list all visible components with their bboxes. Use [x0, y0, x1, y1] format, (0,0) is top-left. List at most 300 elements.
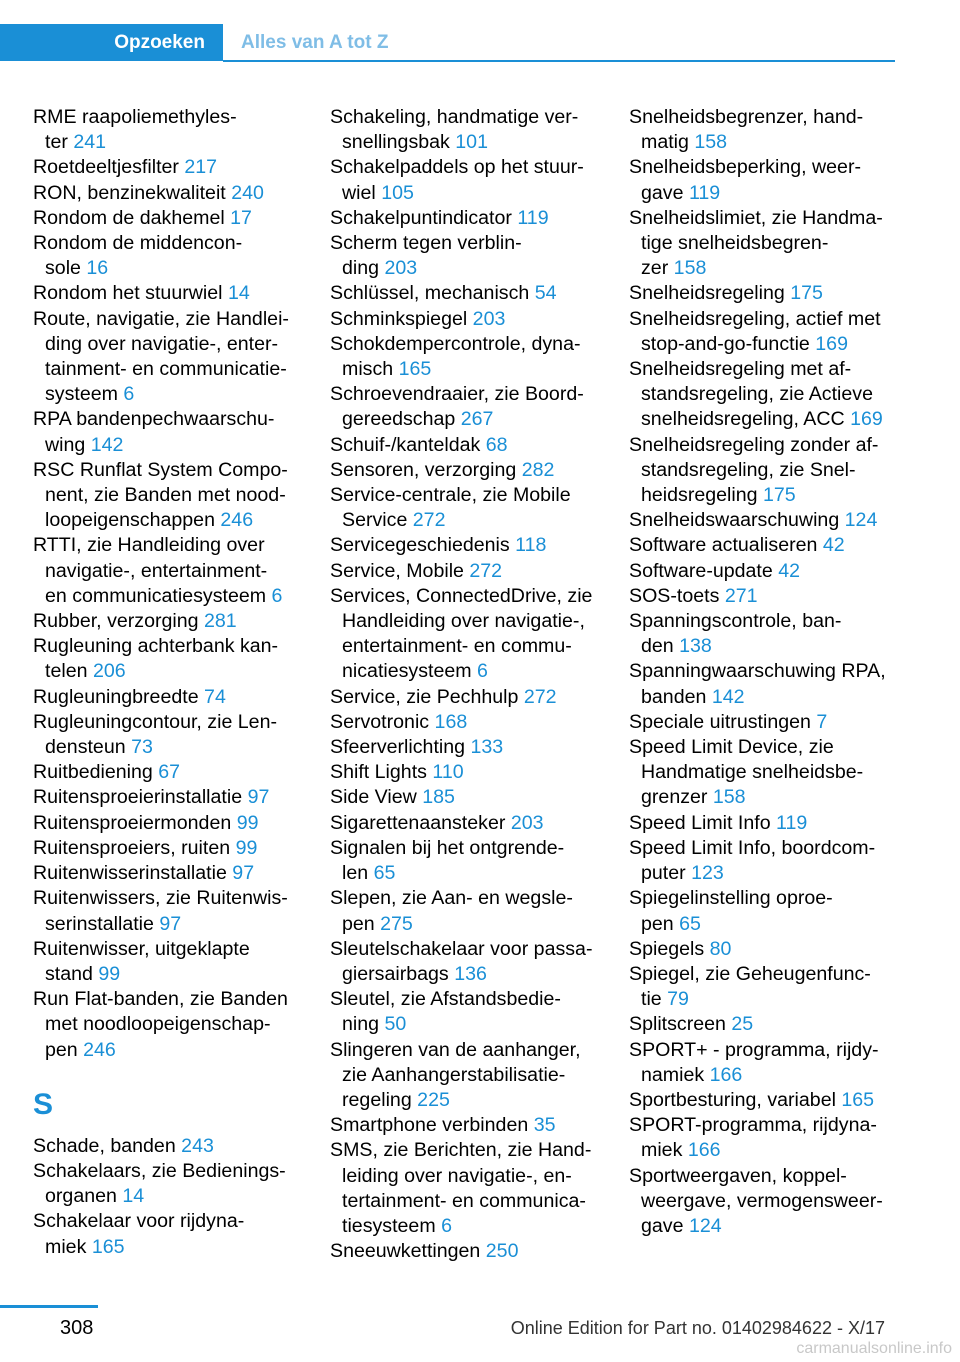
- index-term: Schroevendraaier, zie Boord-: [330, 383, 584, 406]
- index-term: Service, Mobile: [330, 559, 470, 582]
- index-term: systeem: [45, 383, 124, 406]
- index-term: Route, navigatie, zie Handlei-: [33, 307, 289, 330]
- index-term: Sfeerverlichting: [330, 736, 471, 759]
- index-entry: [330, 1113, 605, 1138]
- page-reference-link[interactable]: 272: [469, 559, 503, 582]
- index-term: ding over navigatie-, enter-: [45, 332, 279, 355]
- index-entry: [33, 105, 308, 155]
- page-reference-link[interactable]: 124: [688, 1214, 722, 1237]
- index-term: tainment- en communicatie-: [45, 358, 287, 381]
- header-tabs: [0, 24, 895, 62]
- index-term: nicatiesysteem: [342, 660, 478, 683]
- page-reference-link[interactable]: 65: [679, 912, 701, 935]
- index-term: Snelheidslimiet, zie Handma-: [629, 206, 883, 229]
- index-entry: [629, 307, 899, 357]
- index-term: pen: [342, 912, 381, 935]
- index-term: giersairbags: [342, 962, 455, 985]
- index-term: RTTI, zie Handleiding over: [33, 534, 265, 557]
- index-term: Schade, banden: [33, 1134, 182, 1157]
- index-term: miek: [45, 1235, 92, 1258]
- page-reference-link[interactable]: 136: [454, 962, 487, 985]
- page-reference-link[interactable]: 165: [91, 1235, 125, 1258]
- index-term: tie: [641, 988, 668, 1011]
- index-entry: [330, 155, 605, 205]
- page-reference-link[interactable]: 225: [417, 1088, 450, 1111]
- index-entry: [33, 886, 308, 936]
- page-reference-link[interactable]: 118: [515, 534, 547, 557]
- index-term: tige snelheidsbegren-: [641, 232, 829, 255]
- index-entry: [33, 811, 308, 836]
- index-term: RON, benzinekwaliteit: [33, 181, 232, 204]
- index-term: Schakelpuntindicator: [330, 206, 518, 229]
- page-reference-link[interactable]: 281: [204, 610, 237, 633]
- index-term: navigatie-, entertainment-: [45, 559, 268, 582]
- index-entry: [629, 836, 899, 886]
- page-number: 308: [60, 1317, 94, 1339]
- page-reference-link[interactable]: 97: [232, 862, 255, 885]
- index-entry: [33, 155, 308, 180]
- index-term: Schakelaars, zie Bedienings-: [33, 1159, 286, 1182]
- page-reference-link[interactable]: 105: [381, 181, 414, 204]
- index-term: Schokdempercontrole, dyna-: [330, 332, 581, 355]
- index-term: Servicegeschiedenis: [330, 534, 516, 557]
- page-reference-link[interactable]: 169: [815, 332, 848, 355]
- index-entry: [330, 458, 605, 483]
- index-entry: [629, 559, 899, 584]
- index-term: Shift Lights: [330, 761, 433, 784]
- page-reference-link[interactable]: 119: [688, 181, 721, 204]
- index-term: matig: [641, 131, 695, 154]
- page-reference-link[interactable]: 168: [434, 710, 468, 733]
- index-entry: [629, 1088, 899, 1113]
- index-term: SMS, zie Berichten, zie Hand-: [330, 1139, 592, 1162]
- page-reference-link[interactable]: 35: [533, 1114, 556, 1137]
- page-reference-link[interactable]: 246: [220, 509, 254, 532]
- page-reference-link[interactable]: 124: [844, 509, 878, 532]
- index-term: puter: [641, 862, 692, 885]
- index-term: Ruitenwisserinstallatie: [33, 862, 233, 885]
- page-reference-link[interactable]: 241: [73, 131, 107, 154]
- page-reference-link[interactable]: 240: [231, 181, 264, 204]
- index-entry: [33, 1209, 308, 1259]
- index-term: stop-and-go-functie: [641, 332, 816, 355]
- page-reference-link[interactable]: 119: [776, 811, 808, 834]
- page-reference-link[interactable]: 175: [790, 282, 823, 305]
- page-reference-link[interactable]: 68: [485, 433, 508, 456]
- index-entry: [33, 533, 308, 609]
- page-reference-link[interactable]: 123: [691, 862, 724, 885]
- index-entry: [33, 785, 308, 810]
- index-term: met noodloopeigenschap-: [45, 1013, 271, 1036]
- index-entry: [629, 206, 899, 282]
- page-reference-link[interactable]: 142: [90, 433, 124, 456]
- index-entry: [33, 609, 308, 634]
- index-entry: [330, 533, 605, 558]
- page-reference-link[interactable]: 99: [235, 836, 258, 859]
- index-entry: [330, 760, 605, 785]
- index-term: Splitscreen: [629, 1013, 732, 1036]
- index-entry: [33, 181, 308, 206]
- index-entry: [330, 332, 605, 382]
- index-entry: [629, 357, 899, 433]
- index-term: Schlüssel, mechanisch: [330, 282, 535, 305]
- index-term: Speed Limit Info: [629, 811, 777, 834]
- index-term: SPORT+ - programma, rijdy-: [629, 1038, 879, 1061]
- index-entry: [629, 735, 899, 811]
- index-column-2: [330, 105, 605, 1264]
- index-entry: [33, 710, 308, 760]
- page-reference-link[interactable]: 119: [517, 206, 549, 229]
- index-entry: [33, 407, 308, 457]
- index-entry: [330, 1138, 605, 1239]
- index-entry: [330, 685, 605, 710]
- index-term: Spiegels: [629, 937, 710, 960]
- page-reference-link[interactable]: 17: [230, 206, 252, 229]
- index-term: Sneeuwkettingen: [330, 1240, 486, 1263]
- index-term: snellingsbak: [342, 131, 456, 154]
- index-entry: [629, 584, 899, 609]
- index-term: Spanningscontrole, ban-: [629, 610, 842, 633]
- index-term: Ruitenwissers, zie Ruitenwis-: [33, 887, 288, 910]
- page-reference-link[interactable]: 42: [778, 559, 801, 582]
- index-entry: [33, 307, 308, 408]
- index-entry: [330, 886, 605, 936]
- index-term: Scherm tegen verblin-: [330, 232, 522, 255]
- index-term: heidsregeling: [641, 484, 764, 507]
- index-term: Sportweergaven, koppel-: [629, 1164, 847, 1187]
- page-reference-link[interactable]: 203: [472, 307, 506, 330]
- index-entry: [330, 735, 605, 760]
- page-reference-link[interactable]: 166: [709, 1063, 743, 1086]
- index-entry: [629, 962, 899, 1012]
- index-entry: [33, 861, 308, 886]
- index-term: gave: [641, 1214, 689, 1237]
- index-entry: [330, 584, 605, 685]
- index-term: Services, ConnectedDrive, zie: [330, 584, 593, 607]
- index-term: miek: [641, 1139, 688, 1162]
- page-reference-link[interactable]: 67: [158, 761, 181, 784]
- index-entry: [330, 710, 605, 735]
- index-entry: [629, 105, 899, 155]
- page-reference-link[interactable]: 165: [398, 358, 432, 381]
- index-term: standsregeling, zie Snel-: [641, 458, 856, 481]
- index-entry: [330, 811, 605, 836]
- index-term: Rondom het stuurwiel: [33, 282, 228, 305]
- index-term: sole: [45, 257, 87, 280]
- page-reference-link[interactable]: 272: [412, 509, 446, 532]
- index-entry: [33, 458, 308, 534]
- watermark: carmanualsonline.info: [796, 1340, 952, 1357]
- page-reference-link[interactable]: 65: [373, 862, 396, 885]
- index-entry: [33, 1134, 308, 1159]
- page-reference-link[interactable]: 271: [724, 584, 758, 607]
- page-reference-link[interactable]: 142: [711, 685, 745, 708]
- index-term: Speed Limit Info, boordcom-: [629, 836, 876, 859]
- index-entry: [330, 231, 605, 281]
- index-term: RPA bandenpechwaarschu-: [33, 408, 275, 431]
- index-term: en communicatiesysteem: [45, 584, 272, 607]
- index-term: Service, zie Pechhulp: [330, 685, 524, 708]
- index-term: zie Aanhangerstabilisatie-: [342, 1063, 566, 1086]
- index-entry: [330, 937, 605, 987]
- index-term: Software actualiseren: [629, 534, 823, 557]
- index-entry: [330, 483, 605, 533]
- page-reference-link[interactable]: 110: [432, 761, 464, 784]
- page-reference-link[interactable]: 42: [822, 534, 845, 557]
- index-entry: [330, 105, 605, 155]
- index-entry: [629, 1113, 899, 1163]
- index-entry: [629, 1012, 899, 1037]
- index-term: Schminkspiegel: [330, 307, 473, 330]
- index-term: Snelheidsregeling zonder af-: [629, 433, 879, 456]
- index-entry: [629, 155, 899, 205]
- index-term: nent, zie Banden met nood-: [45, 484, 286, 507]
- index-term: len: [342, 862, 374, 885]
- page-reference-link[interactable]: 250: [485, 1240, 519, 1263]
- page-reference-link[interactable]: 74: [204, 685, 226, 708]
- index-term: Ruitbediening: [33, 761, 159, 784]
- index-term: ter: [45, 131, 74, 154]
- index-term: den: [641, 635, 680, 658]
- index-term: tertainment- en communica-: [342, 1189, 586, 1212]
- page-reference-link[interactable]: 158: [694, 131, 728, 154]
- index-term: Snelheidsregeling, actief met: [629, 307, 881, 330]
- index-term: pen: [45, 1038, 84, 1061]
- page-reference-link[interactable]: 169: [850, 408, 883, 431]
- index-term: Snelheidsbegrenzer, hand-: [629, 106, 864, 128]
- page-reference-link[interactable]: 6: [441, 1214, 452, 1237]
- index-term: banden: [641, 685, 712, 708]
- index-entry: [629, 811, 899, 836]
- index-term: Speciale uitrustingen: [629, 710, 817, 733]
- index-term: wing: [45, 433, 91, 456]
- index-term: Rugleuningbreedte: [33, 685, 205, 708]
- index-term: ning: [342, 1013, 385, 1036]
- index-term: serinstallatie: [45, 912, 160, 935]
- index-term: entertainment- en commu-: [342, 635, 572, 658]
- index-term: Software-update: [629, 559, 779, 582]
- tab-alles-label: Alles van A tot Z: [241, 31, 389, 53]
- index-term: ding: [342, 257, 385, 280]
- page-reference-link[interactable]: 138: [679, 635, 712, 658]
- page-reference-link[interactable]: 282: [521, 458, 555, 481]
- page-reference-link[interactable]: 97: [247, 786, 270, 809]
- index-term: Slingeren van de aanhanger,: [330, 1038, 581, 1061]
- index-term: Rugleuning achterbank kan-: [33, 635, 279, 658]
- index-term: Handleiding over navigatie-,: [342, 610, 585, 633]
- footer-divider: [0, 1305, 98, 1308]
- index-term: Rugleuningcontour, zie Len-: [33, 710, 278, 733]
- page-reference-link[interactable]: 54: [534, 282, 557, 305]
- tab-opzoeken-label: Opzoeken: [114, 31, 205, 53]
- index-term: Spiegel, zie Geheugenfunc-: [629, 962, 871, 985]
- index-term: gave: [641, 181, 689, 204]
- index-term: Slepen, zie Aan- en wegsle-: [330, 887, 573, 910]
- index-term: leiding over navigatie-, en-: [342, 1164, 572, 1187]
- page-reference-link[interactable]: 14: [122, 1185, 145, 1208]
- index-term: organen: [45, 1185, 123, 1208]
- index-entry: [629, 609, 899, 659]
- index-entry: [330, 382, 605, 432]
- index-term: grenzer: [641, 786, 713, 809]
- index-term: wiel: [342, 181, 382, 204]
- index-entry: [33, 987, 308, 1063]
- index-term: Snelheidsregeling: [629, 282, 791, 305]
- index-entry: [33, 1159, 308, 1209]
- index-entry: [33, 760, 308, 785]
- index-term: Service: [342, 509, 413, 532]
- index-entry: [33, 836, 308, 861]
- header-divider: [223, 60, 895, 62]
- page-reference-link[interactable]: 267: [460, 408, 494, 431]
- index-term: Handmatige snelheidsbe-: [641, 761, 864, 784]
- index-entry: [629, 710, 899, 735]
- page-reference-link[interactable]: 6: [123, 383, 135, 406]
- index-term: RME raapoliemethyles-: [33, 106, 237, 128]
- index-term: Schakelpaddels op het stuur-: [330, 156, 584, 179]
- index-entry: [330, 1239, 605, 1264]
- tab-opzoeken[interactable]: [0, 24, 223, 61]
- index-entry: [33, 281, 308, 306]
- page-reference-link[interactable]: 175: [763, 484, 796, 507]
- index-term: Sensoren, verzorging: [330, 458, 522, 481]
- index-term: Roetdeeltjesfilter: [33, 156, 185, 179]
- index-term: Rondom de middencon-: [33, 232, 243, 255]
- index-term: misch: [342, 358, 399, 381]
- index-term: Ruitensproeiers, ruiten: [33, 836, 236, 859]
- index-term: stand: [45, 962, 99, 985]
- page-reference-link[interactable]: 158: [712, 786, 746, 809]
- page-reference-link[interactable]: 25: [731, 1013, 754, 1036]
- index-entry: [33, 685, 308, 710]
- index-term: standsregeling, zie Actieve: [641, 383, 873, 406]
- index-entry: [330, 785, 605, 810]
- index-term: Signalen bij het ontgrende-: [330, 836, 565, 859]
- page-reference-link[interactable]: 99: [236, 811, 259, 834]
- index-entry: [330, 836, 605, 886]
- page-reference-link[interactable]: 166: [687, 1139, 721, 1162]
- index-entry: [33, 231, 308, 281]
- tab-alles-van-a-tot-z[interactable]: [241, 24, 388, 61]
- index-entry: [330, 1038, 605, 1114]
- index-entry: [629, 281, 899, 306]
- index-term: Sleutelschakelaar voor passa-: [330, 937, 593, 960]
- index-term: weergave, vermogensweer-: [641, 1189, 883, 1212]
- index-term: Snelheidswaarschuwing: [629, 509, 845, 532]
- index-entry: [330, 559, 605, 584]
- index-term: tiesysteem: [342, 1214, 442, 1237]
- page-reference-link[interactable]: 185: [422, 786, 455, 809]
- index-term: Spiegelinstelling oproe-: [629, 887, 833, 910]
- index-term: Rubber, verzorging: [33, 610, 204, 633]
- page-reference-link[interactable]: 16: [86, 257, 109, 280]
- index-entry: [330, 433, 605, 458]
- page-reference-link[interactable]: 73: [131, 736, 153, 759]
- index-term: Smartphone verbinden: [330, 1114, 534, 1137]
- index-entry: [629, 937, 899, 962]
- index-term: Sigarettenaansteker: [330, 811, 511, 834]
- page-reference-link[interactable]: 246: [83, 1038, 116, 1061]
- page-reference-link[interactable]: 101: [455, 131, 488, 154]
- index-entry: [629, 1038, 899, 1088]
- index-entry: [330, 307, 605, 332]
- index-term: Speed Limit Device, zie: [629, 736, 834, 759]
- page-reference-link[interactable]: 275: [380, 912, 413, 935]
- index-term: SOS-toets: [629, 584, 725, 607]
- index-term: Ruitensproeiermonden: [33, 811, 237, 834]
- page-reference-link[interactable]: 133: [470, 736, 504, 759]
- page-reference-link[interactable]: 14: [227, 282, 250, 305]
- page-reference-link[interactable]: 97: [159, 912, 182, 935]
- page-reference-link[interactable]: 243: [181, 1134, 214, 1157]
- page-reference-link[interactable]: 272: [523, 685, 557, 708]
- page-reference-link[interactable]: 79: [667, 988, 689, 1011]
- index-term: densteun: [45, 736, 132, 759]
- index-term: Schakelaar voor rijdyna-: [33, 1210, 245, 1233]
- index-term: Snelheidsbeperking, weer-: [629, 156, 861, 179]
- page-reference-link[interactable]: 203: [510, 811, 544, 834]
- index-entry: [629, 508, 899, 533]
- index-entry: [629, 1164, 899, 1240]
- index-term: gereedschap: [342, 408, 461, 431]
- index-term: zer: [641, 257, 674, 280]
- index-entry: [629, 886, 899, 936]
- index-term: telen: [45, 660, 93, 683]
- index-term: loopeigenschappen: [45, 509, 221, 532]
- index-term: SPORT-programma, rijdyna-: [629, 1114, 877, 1137]
- index-term: Side View: [330, 786, 423, 809]
- index-term: Servotronic: [330, 710, 435, 733]
- page-reference-link[interactable]: 80: [709, 937, 732, 960]
- edition-text: Online Edition for Part no. 01402984622 - X/17: [510, 1318, 885, 1338]
- index-entry: [33, 634, 308, 684]
- index-term: snelheidsregeling, ACC: [641, 408, 851, 431]
- page-reference-link[interactable]: 99: [98, 962, 121, 985]
- page-reference-link[interactable]: 50: [384, 1013, 407, 1036]
- page-reference-link[interactable]: 203: [384, 257, 418, 280]
- index-term: regeling: [342, 1088, 418, 1111]
- index-term: Ruitensproeierinstallatie: [33, 786, 248, 809]
- index-term: Sportbesturing, variabel: [629, 1088, 842, 1111]
- section-letter: S: [33, 1087, 54, 1121]
- index-term: namiek: [641, 1063, 710, 1086]
- page-reference-link[interactable]: 158: [673, 257, 707, 280]
- page-reference-link[interactable]: 7: [816, 710, 828, 733]
- index-term: Snelheidsregeling met af-: [629, 358, 852, 381]
- index-term: Schakeling, handmatige ver-: [330, 106, 579, 128]
- index-entry: [330, 206, 605, 231]
- index-term: Rondom de dakhemel: [33, 206, 231, 229]
- index-term: Schuif-/kanteldak: [330, 433, 486, 456]
- index-entry: [629, 433, 899, 509]
- page-reference-link[interactable]: 6: [477, 660, 488, 683]
- page-reference-link[interactable]: 217: [184, 156, 218, 179]
- index-term: Run Flat-banden, zie Banden: [33, 988, 288, 1011]
- index-term: RSC Runflat System Compo-: [33, 458, 288, 481]
- page-reference-link[interactable]: 206: [92, 660, 126, 683]
- index-entry: [330, 281, 605, 306]
- index-term: Service-centrale, zie Mobile: [330, 484, 571, 507]
- index-term: Spanningwaarschuwing RPA,: [629, 660, 886, 683]
- index-entry: [629, 659, 899, 709]
- index-entry: [33, 937, 308, 987]
- page-reference-link[interactable]: 165: [841, 1088, 875, 1111]
- index-term: Ruitenwisser, uitgeklapte: [33, 937, 250, 960]
- index-column-3: [629, 105, 899, 1239]
- index-entry: [33, 206, 308, 231]
- index-column-1: [33, 105, 308, 1260]
- page-reference-link[interactable]: 6: [271, 584, 283, 607]
